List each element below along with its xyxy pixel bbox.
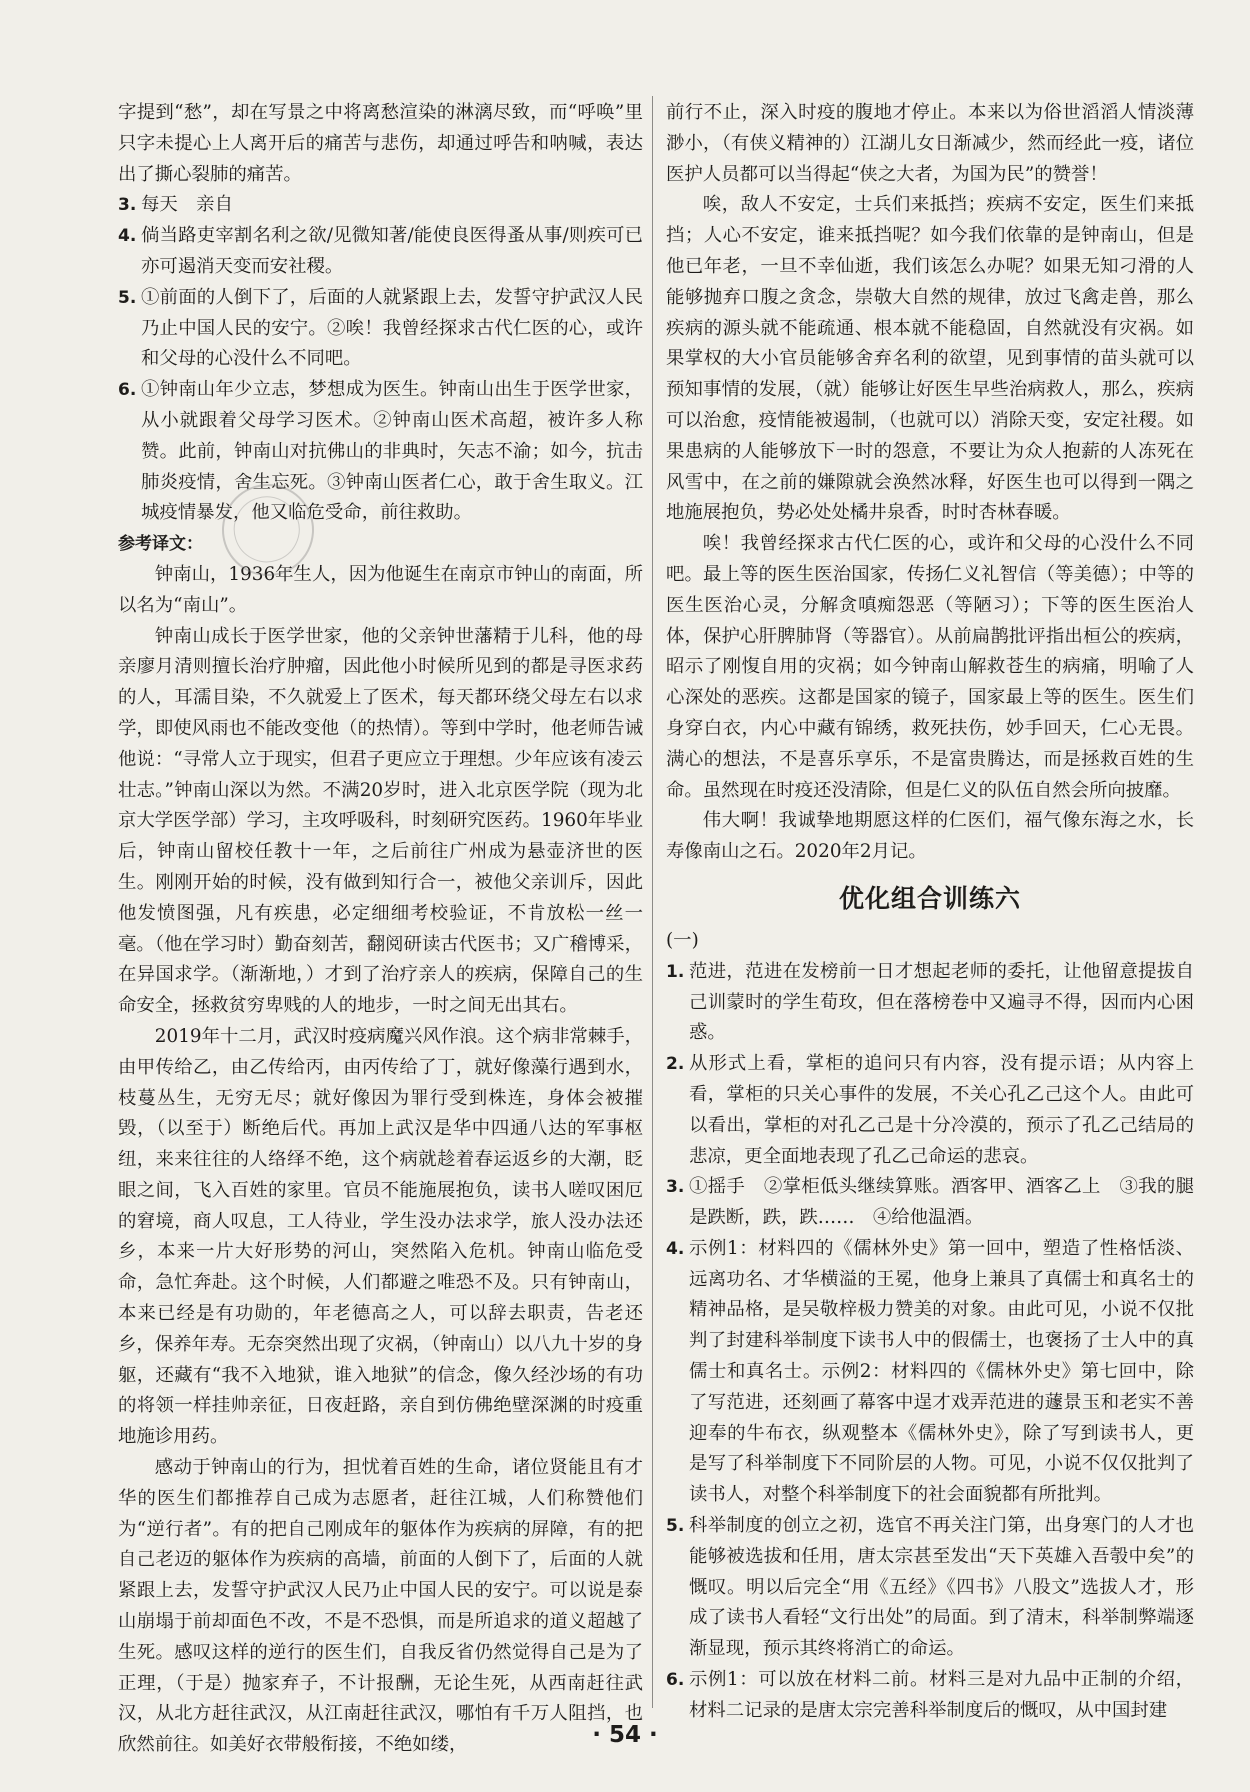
- translation-paragraph: 前行不止，深入时疫的腹地才停止。本来以为俗世滔滔人情淡薄渺小，（有侠义精神的）江湖儿女日渐减少，然而经此一疫，诸位医护人员都可以当得起“侠之大者，为国为民”的赞誉！: [666, 102, 1194, 185]
- item-number: 5.: [666, 1516, 685, 1537]
- answer-item-4: [666, 1234, 1194, 1511]
- answer-item-4: [118, 221, 643, 283]
- translation-paragraph: 唉，敌人不安定，士兵们来抵挡；疾病不安定，医生们来抵挡；人心不安定，谁来抵挡呢？如今我们依靠的是钟南山，但是他已年老，一旦不幸仙逝，我们该怎么办呢？如果无知刁滑的人能够抛弃口腹之贪念，崇敬大自然的规律，放过飞禽走兽，那么疾病的源头就不能疏通、根本就不能稳固，自然就没有灾祸。如果掌权的大小官员能够舍弃名利的欲望，见到事情的苗头就可以预知事情的发展，（就）能够让好医生早些治病救人，那么，疾病可以治愈，疫情能被遏制，（也就可以）消除天变，安定社稷。如果患病的人能够放下一时的怨意，不要让为众人抱薪的人冻死在风雪中，在之前的嫌隙就会涣然冰释，好医生也可以得到一隅之地施展抱负，势必处处橘井泉香，时时杏林春暖。: [666, 194, 1194, 524]
- translation-paragraph: 伟大啊！我诚挚地期愿这样的仁医们，福气像东海之水，长寿像南山之石。2020年2月记。: [666, 810, 1194, 863]
- subsection-label: (一): [666, 929, 699, 951]
- right-column: [666, 98, 1194, 1727]
- translation-paragraph: 唉！我曾经探求古代仁医的心，或许和父母的心没什么不同吧。最上等的医生医治国家，传扬仁义礼智信（等美德）；中等的医生医治心灵，分解贪嗔痴怨恶（等陋习）；下等的医生医治人体，保护心肝脾肺肾（等器官）。从前扁鹊批评指出桓公的疾病，昭示了刚愎自用的灾祸；如今钟南山解救苍生的病痛，明喻了人心深处的恶疾。这都是国家的镜子，国家最上等的医生。医生们身穿白衣，内心中藏有锦绣，救死扶伤，妙手回天，仁心无畏。满心的想法，不是喜乐享乐，不是富贵腾达，而是拯救百姓的生命。虽然现在时疫还没清除，但是仁义的队伍自然会所向披靡。: [666, 533, 1194, 801]
- item-text: 科举制度的创立之初，选官不再关注门第，出身寒门的人才也能够被选拔和任用，唐太宗甚至发出“天下英雄入吾彀中矣”的慨叹。明以后完全“用《五经》《四书》八股文”选拔人才，形成了读书人看轻“文行出处”的局面。到了清末，科举制弊端逐渐显现，预示其终将消亡的命运。: [689, 1515, 1194, 1660]
- item-text: ①前面的人倒下了，后面的人就紧跟上去，发誓守护武汉人民乃止中国人民的安宁。②唉！我曾经探求古代仁医的心，或许和父母的心没什么不同吧。: [141, 286, 643, 370]
- item-text: ①钟南山年少立志，梦想成为医生。钟南山出生于医学世家，从小就跟着父母学习医术。②钟南山医术高超，被许多人称赞。此前，钟南山对抗佛山的非典时，矢志不渝；如今，抗击肺炎疫情，舍生忘死。③钟南山医者仁心，敢于舍生取义。江城疫情暴发，他又临危受命，前往救助。: [141, 379, 643, 524]
- item-number: 6.: [118, 380, 137, 401]
- column-divider: [652, 96, 653, 1708]
- item-text: 从形式上看，掌柜的追问只有内容，没有提示语；从内容上看，掌柜的只关心事件的发展，不关心孔乙己这个人。由此可以看出，掌柜的对孔乙己是十分冷漠的，预示了孔乙己结局的悲凉，更全面地表现了孔乙己命运的悲哀。: [689, 1053, 1194, 1167]
- item-number: 6.: [666, 1670, 685, 1691]
- answer-item-2: [666, 1049, 1194, 1172]
- translation-heading: [118, 529, 643, 560]
- translation-paragraph: 钟南山，1936年生人，因为他诞生在南京市钟山的南面，所以名为“南山”。: [118, 563, 643, 616]
- item-number: 5.: [118, 287, 137, 308]
- answer-item-6: [118, 375, 643, 529]
- item-text: ①摇手 ②掌柜低头继续算账。酒客甲、酒客乙上 ③我的腿是跌断，跌，跌…… ④给他温酒。: [689, 1176, 1194, 1229]
- translation-paragraph: 感动于钟南山的行为，担忧着百姓的生命，诸位贤能且有才华的医生们都推荐自己成为志愿者，赶往江城，人们称赞他们为“逆行者”。有的把自己刚成年的躯体作为疾病的屏障，有的把自己老迈的躯体作为疾病的高墙，前面的人倒下了，后面的人就紧跟上去，发誓守护武汉人民乃止中国人民的安宁。可以说是泰山崩塌于前却面色不改，不是不恐惧，而是所追求的道义超越了生死。感叹这样的逆行的医生们，自我反省仍然觉得自己是为了正理，（于是）抛家弃子，不计报酬，无论生死，从西南赶往武汉，从北方赶往武汉，从江南赶往武汉，哪怕有千万人阻挡，也欣然前往。如美好衣带般衔接，不绝如缕，: [118, 1457, 643, 1756]
- answer-item-6: [666, 1665, 1194, 1727]
- item-number: 2.: [666, 1054, 685, 1075]
- left-column: [118, 98, 643, 1761]
- translation-label: 参考译文：: [118, 534, 203, 555]
- translation-paragraph: 钟南山成长于医学世家，他的父亲钟世藩精于儿科，他的母亲廖月清则擅长治疗肿瘤，因此他小时候所见到的都是寻医求药的人，耳濡目染，不久就爱上了医术，每天都环绕父母左右以求学，即使风雨也不能改变他（的热情）。等到中学时，他老师告诫他说：“寻常人立于现实，但君子更应立于理想。少年应该有凌云壮志。”钟南山深以为然。不满20岁时，进入北京医学院（现为北京大学医学部）学习，主攻呼吸科，时刻研究医药。1960年毕业后，钟南山留校任教十一年，之后前往广州成为悬壶济世的医生。刚刚开始的时候，没有做到知行合一，被他父亲训斥，因此他发愤图强，凡有疾患，必定细细考校验证，不肯放松一丝一毫。（他在学习时）勤奋刻苦，翻阅研读古代医书；又广稽博采，在异国求学。（渐渐地，）才到了治疗亲人的疾病，保障自己的生命安全，拯救贫穷卑贱的人的地步，一时之间无出其右。: [118, 625, 643, 1017]
- item-number: 1.: [666, 961, 685, 982]
- answer-item-1: [666, 957, 1194, 1049]
- item-number: 4.: [118, 226, 137, 247]
- item-text: 示例1：材料四的《儒林外史》第一回中，塑造了性格恬淡、远离功名、才华横溢的王冕，他身上兼具了真儒士和真名士的精神品格，是吴敬梓极力赞美的对象。由此可见，小说不仅批判了封建科举制度下读书人中的假儒士，也褒扬了士人中的真儒士和真名士。示例2：材料四的《儒林外史》第七回中，除了写范进，还刻画了幕客中逞才戏弄范进的蘧景玉和老实不善迎奉的牛布衣，纵观整本《儒林外史》，除了写到读书人，更是写了科举制度下不同阶层的人物。可见，小说不仅仅批判了读书人，对整个科举制度下的社会面貌都有所批判。: [689, 1237, 1194, 1506]
- item-number: 3.: [666, 1177, 685, 1198]
- answer-continuation: 字提到“愁”，却在写景之中将离愁渲染的淋漓尽致，而“呼唤”里只字未提心上人离开后的痛苦与悲伤，却通过呼告和呐喊，表达出了撕心裂肺的痛苦。: [118, 102, 643, 185]
- item-text: 示例1：可以放在材料二前。材料三是对九品中正制的介绍，材料二记录的是唐太宗完善科举制度后的慨叹，从中国封建: [689, 1669, 1194, 1721]
- answer-item-3: [666, 1172, 1194, 1234]
- item-text: 范进，范进在发榜前一日才想起老师的委托，让他留意提拔自己训蒙时的学生荀玫，但在落榜卷中又遍寻不得，因而内心困惑。: [689, 960, 1194, 1044]
- answer-item-5: [666, 1511, 1194, 1665]
- item-number: 4.: [666, 1238, 685, 1259]
- item-text: 倘当路吏宰割名利之欲/见微知著/能使良医得蚤从事/则疾可已亦可遏消天变而安社稷。: [141, 225, 643, 277]
- section-title: 优化组合训练六: [838, 883, 1021, 913]
- answer-item-3: [118, 190, 643, 221]
- answer-item-5: [118, 283, 643, 375]
- item-text: 每天 亲自: [141, 194, 233, 216]
- page-number: · 54 ·: [592, 1722, 658, 1748]
- item-number: 3.: [118, 195, 137, 216]
- translation-paragraph: 2019年十二月，武汉时疫病魔兴风作浪。这个病非常棘手，由甲传给乙，由乙传给丙，由丙传给了丁，就好像藻行遇到水，枝蔓丛生，无穷无尽；就好像因为罪行受到株连，身体会被摧毁，（以至于）断绝后代。再加上武汉是华中四通八达的军事枢纽，来来往往的人络绎不绝，这个病就趁着春运返乡的大潮，眨眼之间，飞入百姓的家里。官员不能施展抱负，读书人嗟叹困厄的窘境，商人叹息，工人待业，学生没办法求学，旅人没办法还乡，本来一片大好形势的河山，突然陷入危机。钟南山临危受命，急忙奔赴。这个时候，人们都避之唯恐不及。只有钟南山，本来已经是有功勋的，年老德高之人，可以辞去职责，告老还乡，保养年寿。无奈突然出现了灾祸，（钟南山）以八九十岁的身躯，还藏有“我不入地狱，谁入地狱”的信念，像久经沙场的有功的将领一样挂帅亲征，日夜赶路，亲自到仿佛绝壁深渊的时疫重地施诊用药。: [118, 1025, 643, 1448]
